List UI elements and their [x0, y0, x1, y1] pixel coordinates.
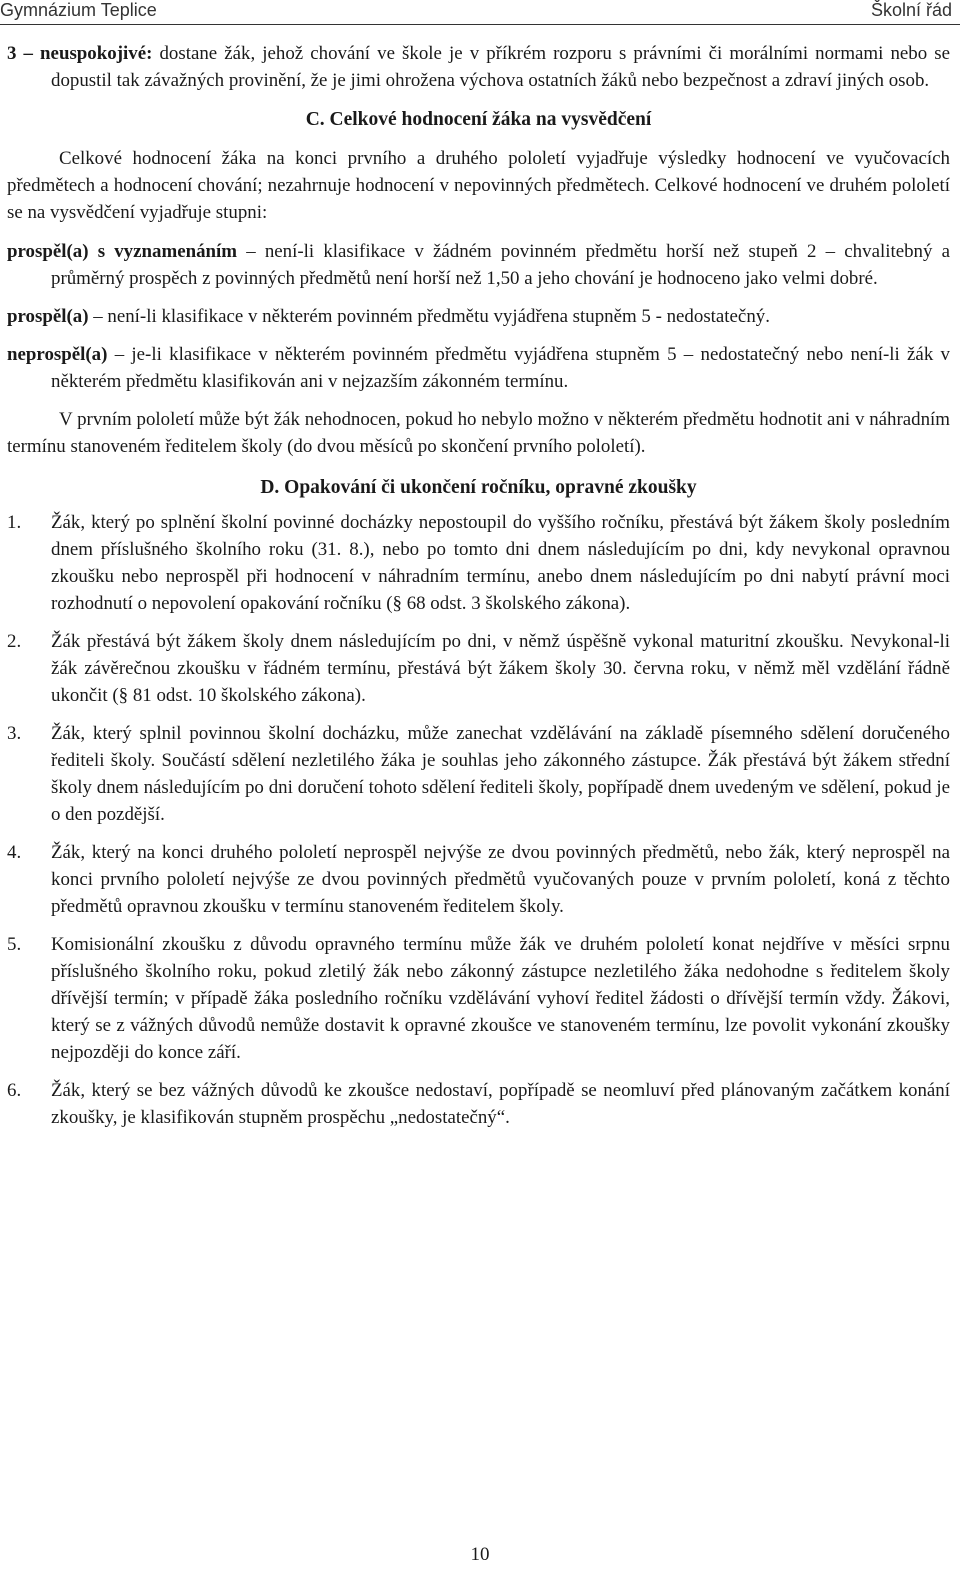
list-item	[7, 1077, 950, 1131]
section-c-heading: C. Celkové hodnocení žáka na vysvědčení	[305, 109, 652, 130]
page-number: 10	[470, 1544, 490, 1565]
grade-item-text: – je-li klasifikace v některém povinném předmětu vyjádřena stupněm 5 – nedostatečný nebo není-li žák v některém předmětu klasifikován ani v nejzazším zákonném termínu.	[51, 344, 950, 392]
list-item	[7, 628, 950, 709]
grade-item-term: prospěl(a)	[7, 306, 89, 327]
list-item-text: Komisionální zkoušku z důvodu opravného termínu může žák ve druhém pololetí konat nejdříve v měsíci srpnu příslušného školního roku, pokud zletilý žák nebo zákonný zástupce nezletilého žáka nedohodne s ředitelem školy dřívější termín; v případě žáka posledního ročníku vzdělávání vyhoví ředitel žádosti o dřívější termín vždy. Žákovi, který se z vážných důvodů nemůže dostavit k opravné zkoušce ve stanoveném termínu, lze povolit vykonání zkoušky nejpozději do konce září.	[51, 934, 950, 1063]
list-item-number: 1.	[7, 512, 22, 533]
grade-item-honors	[7, 238, 950, 292]
list-item-number: 3.	[7, 723, 22, 744]
grade-3-term: 3 – neuspokojivé:	[7, 43, 153, 64]
list-item-number: 6.	[7, 1080, 22, 1101]
list-item	[7, 839, 950, 920]
page-header	[0, 0, 960, 25]
section-d-heading: D. Opakování či ukončení ročníku, opravné zkoušky	[260, 477, 697, 498]
grade-item-passed	[7, 303, 950, 330]
document-title: Školní řád	[870, 0, 952, 20]
list-item-text: Žák, který na konci druhého pololetí neprospěl nejvýše ze dvou povinných předmětů, nebo žák, který neprospěl na konci prvního pololetí nejvýše ze dvou povinných předmětů vyučovaných pouze v prvním pololetí, koná z těchto předmětů opravnou zkoušku v termínu stanoveném ředitelem školy.	[51, 842, 950, 917]
list-item-text: Žák přestává být žákem školy dnem následujícím po dni, v němž úspěšně vykonal maturitní zkoušku. Nevykonal-li žák závěrečnou zkoušku v řádném termínu, přestává být žákem školy 30. června roku, v němž měl vzdělání řádně ukončit (§ 81 odst. 10 školského zákona).	[51, 631, 950, 706]
list-item-number: 5.	[7, 934, 22, 955]
list-item-number: 2.	[7, 631, 22, 652]
grade-3-text: dostane žák, jehož chování ve škole je v příkrém rozporu s právními či morálními normami nebo se dopustil tak závažných provinění, že je jimi ohrožena výchova ostatních žáků nebo bezpečnost a zdraví jiných osob.	[51, 43, 950, 91]
grade-3-paragraph	[7, 40, 950, 94]
list-item	[7, 720, 950, 828]
section-c-intro: Celkové hodnocení žáka na konci prvního a druhého pololetí vyjadřuje výsledky hodnocení ve vyučovacích předmětech a hodnocení chování; nezahrnuje hodnocení v nepovinných předmětech. Celkové hodnocení ve druhém pololetí se na vysvědčení vyjadřuje stupni:	[7, 148, 950, 223]
grade-item-text: – není-li klasifikace v některém povinném předmětu vyjádřena stupněm 5 - nedostatečný.	[88, 306, 770, 327]
school-name: Gymnázium Teplice	[0, 0, 157, 20]
list-item	[7, 931, 950, 1066]
grade-item-term: neprospěl(a)	[7, 344, 108, 365]
document-body	[7, 40, 950, 1142]
section-d-list	[7, 509, 950, 1131]
list-item-text: Žák, který splnil povinnou školní docházku, může zanechat vzdělávání na základě písemného sdělení doručeného řediteli školy. Součástí sdělení nezletilého žáka je souhlas jeho zákonného zástupce. Žák přestává být žákem střední školy dnem následujícím po dni doručení tohoto sdělení řediteli školy, popřípadě dnem uvedeným ve sdělení, pokud je o den pozdější.	[51, 723, 950, 825]
list-item-text: Žák, který se bez vážných důvodů ke zkoušce nedostaví, popřípadě se neomluví před plánovaným začátkem konání zkoušky, je klasifikován stupněm prospěchu „nedostatečný“.	[51, 1080, 950, 1128]
list-item	[7, 509, 950, 617]
list-item-number: 4.	[7, 842, 22, 863]
grade-item-text: – není-li klasifikace v žádném povinném předmětu horší než stupeň 2 – chvalitebný a průměrný prospěch z povinných předmětů není horší než 1,50 a jeho chování je hodnoceno jako velmi dobré.	[51, 241, 950, 289]
grade-item-term: prospěl(a) s vyznamenáním	[7, 241, 238, 262]
list-item-text: Žák, který po splnění školní povinné docházky nepostoupil do vyššího ročníku, přestává být žákem školy posledním dnem příslušného školního roku (31. 8.), nebo po tomto dni dnem následujícím po dni, kdy nevykonal opravnou zkoušku nebo neprospěl při hodnocení v náhradním termínu, anebo dnem následujícím po dni nabytí právní moci rozhodnutí o nepovolení opakování ročníku (§ 68 odst. 3 školského zákona).	[51, 512, 950, 614]
section-c-closing: V prvním pololetí může být žák nehodnocen, pokud ho nebylo možno v některém předmětu hodnotit ani v náhradním termínu stanoveném ředitelem školy (do dvou měsíců po skončení prvního pololetí).	[7, 409, 950, 457]
grade-item-failed	[7, 341, 950, 395]
